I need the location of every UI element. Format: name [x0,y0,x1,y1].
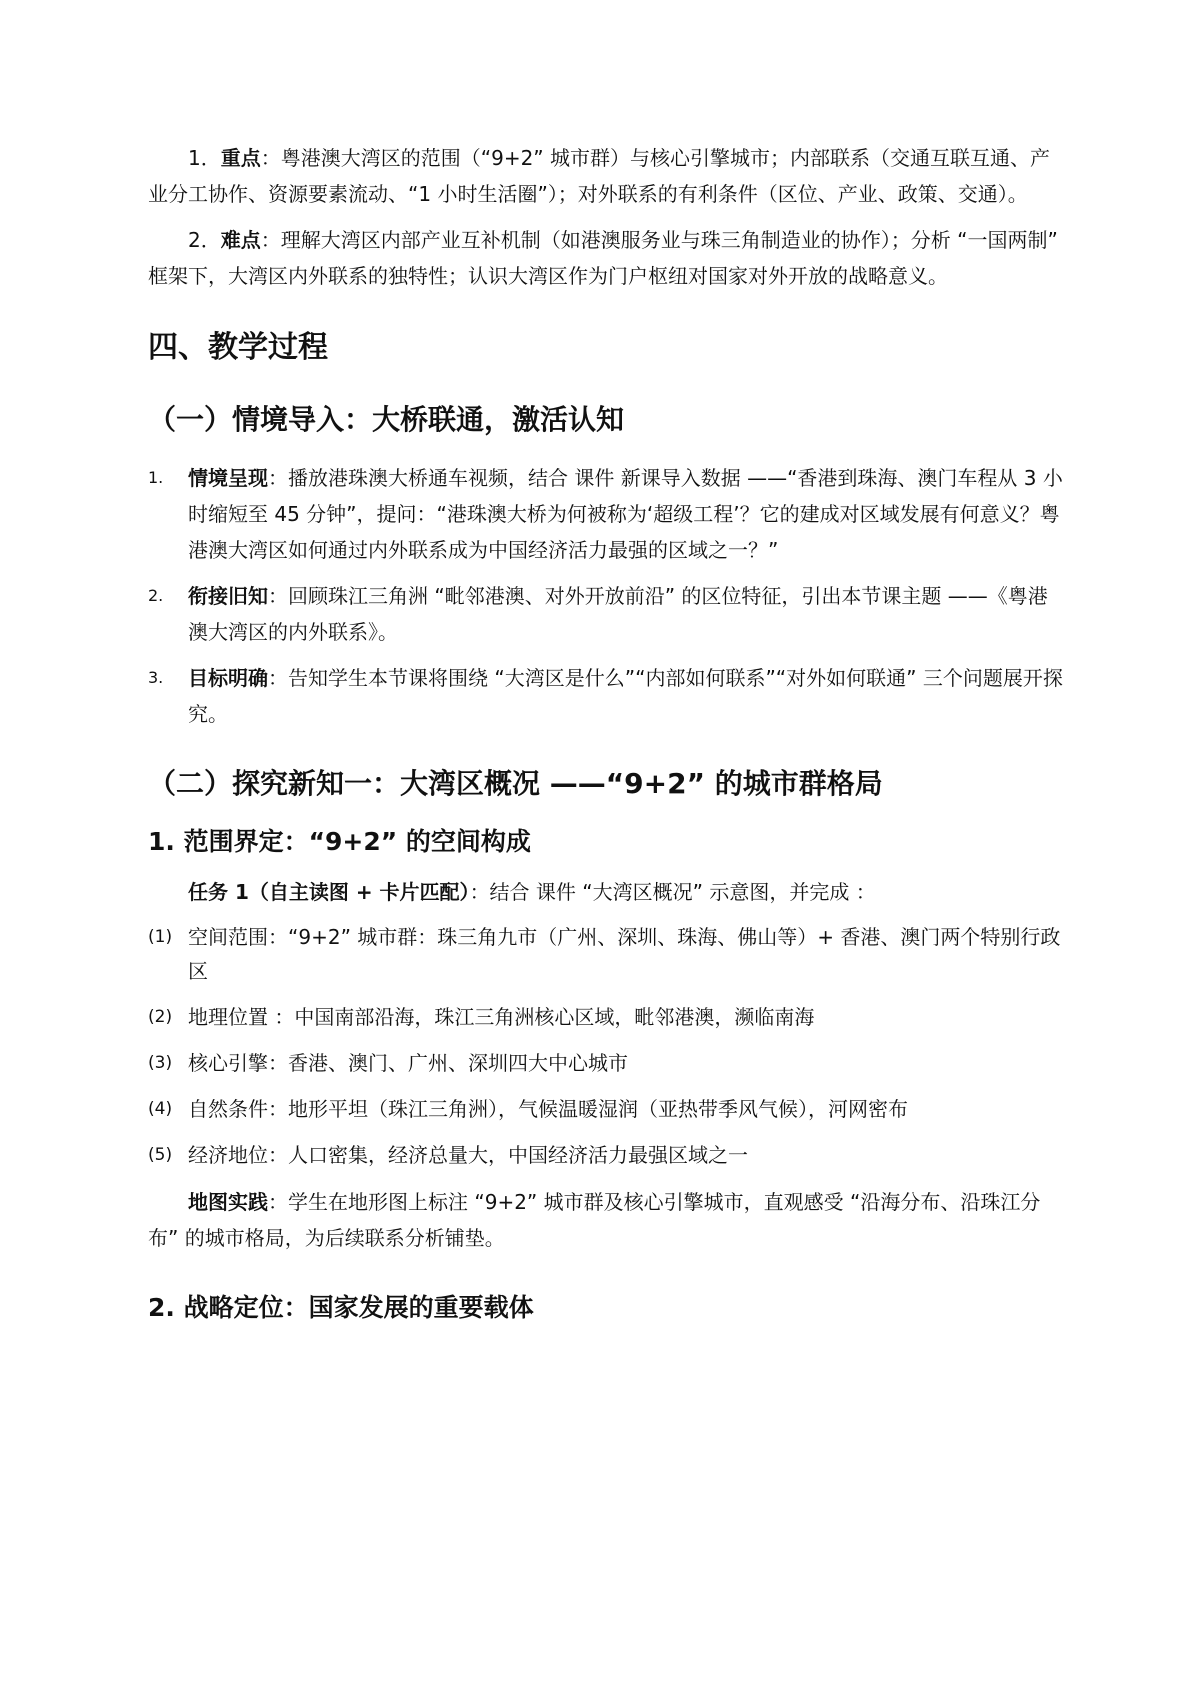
difficulties-number: 2． [188,228,221,252]
map-practice-label: 地图实践 [188,1190,268,1214]
list-item [148,1000,1063,1034]
key-points-label: 重点 [220,146,261,170]
list-item [148,1138,1063,1172]
list-item [148,1092,1063,1126]
map-practice-paragraph [148,1184,1063,1256]
list-item-text: ：告知学生本节课将围绕 “大湾区是什么”“内部如何联系”“对外如何联通” 三个问题展开探究。 [188,666,1063,726]
list-item-label: 衔接旧知 [188,584,268,608]
list-item-text: 核心引擎：香港、澳门、广州、深圳四大中心城市 [188,1051,628,1075]
list-item-text: 地理位置 ：中国南部沿海，珠江三角洲核心区域，毗邻港澳，濒临南海 [188,1005,815,1029]
difficulties-label: 难点 [220,228,261,252]
list-item-number: (1) [148,927,173,947]
list-item-number: 2. [148,586,164,605]
list-item-label: 目标明确 [188,666,268,690]
list-item [148,1046,1063,1080]
difficulties-text: ：理解大湾区内部产业互补机制（如港澳服务业与珠三角制造业的协作）；分析 “一国两制” 框架下，大湾区内外联系的独特性；认识大湾区作为门户枢纽对国家对外开放的战略意义。 [148,228,1058,288]
list-item-text: ：回顾珠江三角洲 “毗邻港澳、对外开放前沿” 的区位特征，引出本节课主题 ——《粤港澳大湾区的内外联系》。 [188,584,1048,644]
list-item [148,460,1063,568]
heading-bay-area-overview: （二）探究新知一：大湾区概况 ——“9+2” 的城市群格局 [148,767,883,800]
task-1-text: ：结合 课件 “大湾区概况” 示意图，并完成 ： [469,880,876,904]
section-heading-teaching-process: 四、教学过程 [148,330,328,365]
key-points-number: 1． [188,146,221,170]
list-item-number: (2) [148,1007,173,1027]
heading-situation-intro: （一）情境导入：大桥联通，激活认知 [148,403,625,436]
list-item-number: 1. [148,468,164,487]
list-item-label: 情境呈现 [188,466,268,490]
map-practice-text: ：学生在地形图上标注 “9+2” 城市群及核心引擎城市，直观感受 “沿海分布、沿珠江分布” 的城市格局，为后续联系分析铺垫。 [148,1190,1041,1250]
task-1-instruction [148,874,1063,910]
key-points-paragraph [148,140,1063,212]
list-item-text: ：播放港珠澳大桥通车视频，结合 课件 新课导入数据 ——“香港到珠海、澳门车程从 3 小时缩短至 45 分钟”，提问：“港珠澳大桥为何被称为‘超级工程’？它的建成对区域发展有何意义？粤港澳大湾区如何通过内外联系成为中国经济活力最强的区域之一？” [188,466,1063,562]
heading-scope-definition: 1. 范围界定：“9+2” 的空间构成 [148,827,531,856]
difficulties-paragraph [148,222,1063,294]
list-item [148,920,1063,988]
list-item-number: 3. [148,668,164,687]
key-points-text: ：粤港澳大湾区的范围（“9+2” 城市群）与核心引擎城市；内部联系（交通互联互通、产业分工协作、资源要素流动、“1 小时生活圈”）；对外联系的有利条件（区位、产业、政策、交通）。 [148,146,1051,206]
task-1-label: 任务 1（自主读图 + 卡片匹配） [188,880,470,904]
list-item-number: (5) [148,1145,173,1165]
list-item [148,660,1063,732]
list-item-number: (3) [148,1053,173,1073]
list-item-text: 经济地位：人口密集，经济总量大，中国经济活力最强区域之一 [188,1143,748,1167]
situation-intro-list [148,460,1063,732]
document-page [148,140,1063,1340]
list-item [148,578,1063,650]
list-item-text: 自然条件：地形平坦（珠江三角洲），气候温暖湿润（亚热带季风气候），河网密布 [188,1097,908,1121]
heading-strategic-positioning: 2. 战略定位：国家发展的重要载体 [148,1293,534,1322]
list-item-number: (4) [148,1099,173,1119]
list-item-text: 空间范围：“9+2” 城市群：珠三角九市（广州、深圳、珠海、佛山等）+ 香港、澳门两个特别行政区 [188,925,1061,983]
